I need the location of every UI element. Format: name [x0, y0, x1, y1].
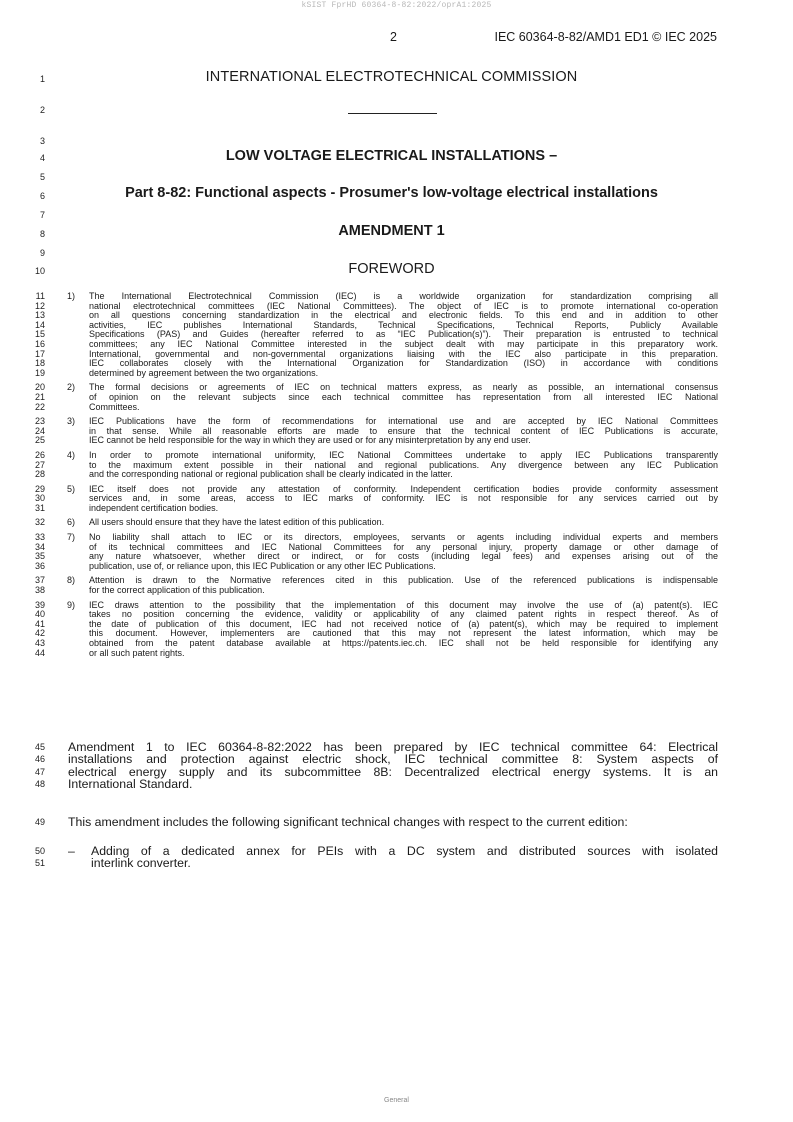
foreword-item	[0, 518, 793, 528]
classification-label: General	[384, 1097, 409, 1104]
line-number: 15	[34, 329, 45, 340]
foreword-line: or all such patent rights.	[89, 647, 185, 658]
foreword-item	[0, 292, 793, 378]
foreword-item-number: 7)	[67, 532, 76, 543]
foreword-line: and the corresponding national or regional publication shall be clearly indicated in the latter.	[89, 469, 453, 480]
line-number: 3	[39, 136, 45, 146]
foreword-line: IEC collaborates closely with the International Organization for Standardization (ISO) in accordance with conditions	[89, 358, 718, 369]
line-number: 28	[34, 469, 45, 480]
foreword-item-number: 3)	[67, 416, 76, 427]
foreword-line: to the maximum extent possible in their national and regional publications. Any divergence between any IEC Publication	[89, 459, 718, 470]
foreword-line: IEC Publications have the form of recommendations for international use and are accepted by IEC National Committees	[89, 416, 718, 427]
foreword-line: In order to promote international uniformity, IEC National Committees undertake to apply IEC Publications transparently	[89, 449, 718, 460]
line-number: 50	[34, 846, 45, 856]
paragraph-line: electrical energy supply and its subcommittee 8B: Decentralized electrical energy systems. It is an	[68, 764, 718, 779]
paragraph-line: International Standard.	[68, 777, 193, 792]
line-number: 33	[34, 532, 45, 543]
line-number: 24	[34, 425, 45, 436]
foreword-line: The formal decisions or agreements of IEC on technical matters express, as nearly as possible, an international consensus	[89, 382, 718, 393]
line-number: 40	[34, 609, 45, 620]
foreword-line: The International Electrotechnical Commission (IEC) is a worldwide organization for standardization comprising all	[89, 291, 718, 301]
line-number: 17	[34, 348, 45, 359]
foreword-item	[0, 533, 793, 571]
foreword-line: of opinion on the relevant subjects since each technical committee has representation from all interested IEC National	[89, 391, 718, 402]
line-number: 18	[34, 358, 45, 369]
line-number: 4	[39, 153, 45, 163]
line-number: 5	[39, 172, 45, 182]
document-subtitle: Part 8-82: Functional aspects - Prosumer's low-voltage electrical installations	[125, 185, 658, 201]
foreword-line: any nature whatsoever, whether direct or indirect, or for costs (including legal fees) and expenses arising out of the	[89, 551, 718, 562]
paragraph-line: Amendment 1 to IEC 60364-8-82:2022 has been prepared by IEC technical committee 64: Electrical	[68, 740, 718, 754]
foreword-list	[0, 292, 793, 663]
line-number: 13	[34, 310, 45, 321]
foreword-line: services and, in some areas, access to IEC marks of conformity. IEC is not responsible for any services carried out by	[89, 493, 718, 504]
foreword-item-number: 6)	[67, 517, 76, 528]
foreword-item	[0, 576, 793, 595]
body-paragraph	[0, 741, 793, 791]
foreword-line: No liability shall attach to IEC or its directors, employees, servants or agents including individual experts and members	[89, 532, 718, 543]
title-divider	[348, 113, 437, 114]
foreword-item-number: 2)	[67, 382, 76, 393]
foreword-line: takes no position concerning the evidence, validity or applicability of any claimed patent rights in respect thereof. As of	[89, 609, 718, 620]
line-number: 26	[34, 449, 45, 460]
line-number: 36	[34, 560, 45, 571]
foreword-line: activities, IEC publishes International Standards, Technical Specifications, Technical Reports, Publicly Available	[89, 319, 718, 330]
foreword-line: committees; any IEC National Committee interested in the subject dealt with may participate in this preparatory work.	[89, 338, 718, 349]
line-number: 46	[34, 754, 45, 765]
foreword-item-number: 5)	[67, 483, 76, 494]
list-item-line: Adding of a dedicated annex for PEIs with a DC system and distributed sources with isolated	[91, 844, 718, 858]
line-number: 34	[34, 541, 45, 552]
foreword-line: independent certification bodies.	[89, 502, 219, 513]
foreword-line: Specifications (PAS) and Guides (hereafter referred to as “IEC Publication(s)”). Their preparation is entrusted to technical	[89, 329, 718, 340]
line-number: 6	[39, 191, 45, 201]
line-number: 48	[34, 779, 45, 790]
line-number: 30	[34, 493, 45, 504]
foreword-line: obtained from the patent database available at https://patents.iec.ch. IEC shall not be held responsible for identifying any	[89, 638, 718, 648]
line-number: 32	[34, 517, 45, 528]
line-number: 38	[34, 585, 45, 596]
line-number: 19	[34, 367, 45, 378]
document-title: LOW VOLTAGE ELECTRICAL INSTALLATIONS –	[225, 148, 558, 164]
foreword-item	[0, 601, 793, 659]
line-number: 29	[34, 483, 45, 494]
changes-list	[0, 845, 793, 870]
line-number: 14	[34, 319, 45, 330]
foreword-line: IEC itself does not provide any attestation of conformity. Independent certification bodies provide conformity assessment	[89, 483, 718, 494]
paragraph-line: installations and protection against electric shock, IEC technical committee 8: System aspects of	[68, 752, 718, 767]
line-number: 43	[34, 638, 45, 648]
watermark: kSIST FprHD 60364-8-82:2022/oprA1:2025	[301, 1, 492, 10]
line-number: 51	[34, 858, 45, 869]
line-number: 22	[34, 401, 45, 412]
foreword-item-number: 9)	[67, 599, 76, 610]
line-number: 8	[39, 229, 45, 239]
foreword-line: determined by agreement between the two organizations.	[89, 367, 319, 378]
foreword-line: of its technical committees and IEC National Committees for any personal injury, property damage or other damage of	[89, 541, 718, 552]
foreword-item	[0, 451, 793, 480]
line-number: 16	[34, 338, 45, 349]
line-number: 31	[34, 502, 45, 513]
line-number: 41	[34, 618, 45, 629]
line-number: 11	[35, 291, 45, 301]
foreword-line: in that sense. While all reasonable efforts are made to ensure that the technical content of IEC Publications is accurate,	[89, 425, 718, 436]
foreword-item	[0, 417, 793, 446]
foreword-line: the date of publication of this document, IEC had not received notice of (a) patent(s), which may be required to implement	[89, 618, 718, 629]
list-item-line: interlink converter.	[91, 856, 191, 871]
foreword-line: on all questions concerning standardization in the electrical and electronic fields. To this end and in addition to other	[89, 310, 718, 321]
foreword-item	[0, 383, 793, 412]
line-number: 25	[34, 435, 45, 446]
line-number: 44	[34, 647, 45, 658]
line-number: 12	[34, 300, 45, 311]
line-number: 2	[39, 105, 45, 115]
document-reference: IEC 60364-8-82/AMD1 ED1 © IEC 2025	[494, 30, 717, 44]
foreword-item-number: 1)	[67, 291, 76, 301]
line-number: 27	[34, 459, 45, 470]
foreword-line: Attention is drawn to the Normative references cited in this publication. Use of the referenced publications is indispensable	[89, 575, 718, 586]
organization-name: INTERNATIONAL ELECTROTECHNICAL COMMISSION	[205, 69, 578, 85]
foreword-item	[0, 485, 793, 514]
foreword-line: for the correct application of this publication.	[89, 585, 265, 596]
line-number: 35	[34, 551, 45, 562]
list-bullet: –	[68, 844, 75, 858]
line-number: 21	[34, 391, 45, 402]
line-number: 49	[34, 817, 45, 827]
foreword-line: IEC draws attention to the possibility that the implementation of this document may involve the use of (a) patent(s). IEC	[89, 599, 718, 610]
changes-intro	[0, 816, 793, 828]
foreword-line: publication, use of, or reliance upon, this IEC Publication or any other IEC Publications.	[89, 560, 436, 571]
foreword-line: IEC cannot be held responsible for the way in which they are used or for any misinterpretation by any end user.	[89, 435, 531, 446]
line-number: 10	[34, 266, 45, 276]
line-number: 42	[34, 628, 45, 639]
foreword-line: International, governmental and non-governmental organizations liaising with the IEC also participate in this preparation.	[89, 348, 718, 359]
foreword-heading: FOREWORD	[348, 261, 435, 277]
line-number: 47	[34, 766, 45, 777]
line-number: 7	[39, 210, 45, 220]
page-number: 2	[390, 30, 397, 44]
line-number: 23	[34, 416, 45, 427]
line-number: 37	[34, 575, 45, 586]
line-number: 45	[34, 742, 45, 752]
foreword-item-number: 8)	[67, 575, 76, 586]
line-number: 9	[39, 248, 45, 258]
foreword-line: national electrotechnical committees (IEC National Committees). The object of IEC is to promote international co-operation	[89, 300, 718, 311]
foreword-line: this document. However, implementers are cautioned that this may not represent the latest information, which may be	[89, 628, 718, 639]
foreword-item-number: 4)	[67, 449, 76, 460]
line-number: 39	[34, 599, 45, 610]
amendment-heading: AMENDMENT 1	[338, 223, 445, 239]
line-number: 1	[39, 74, 45, 84]
foreword-line: All users should ensure that they have the latest edition of this publication.	[89, 517, 385, 528]
paragraph-line: This amendment includes the following significant technical changes with respect to the current edition:	[68, 815, 628, 829]
line-number: 20	[34, 382, 45, 393]
foreword-line: Committees.	[89, 401, 140, 412]
